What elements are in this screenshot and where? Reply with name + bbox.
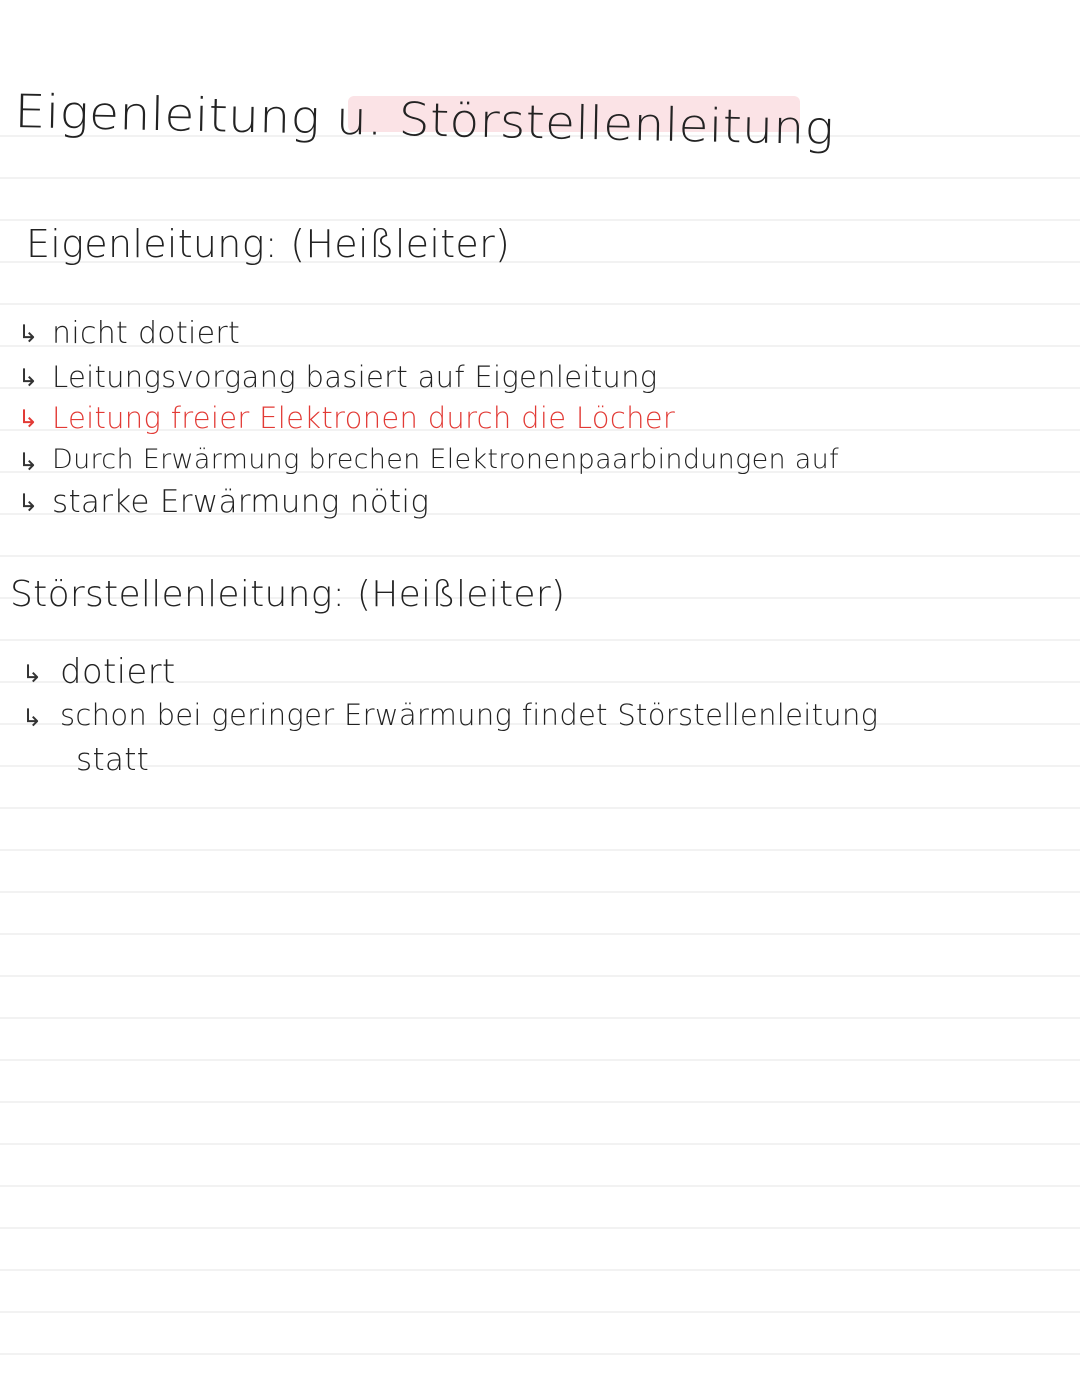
arrow-hook-icon: ↳ [18, 489, 39, 517]
note-leitungsvorgang: Leitungsvorgang basiert auf Eigenleitung [52, 360, 658, 394]
arrow-hook-icon: ↳ [18, 364, 39, 392]
page-title: Eigenleitung u. Störstellenleitung [14, 84, 835, 156]
note-schon-bei-geringer: schon bei geringer Erwärmung findet Störstellenleitung [60, 698, 879, 732]
arrow-hook-icon: ↳ [18, 405, 39, 433]
section-heading-stoerstellenleitung: Störstellenleitung: (Heißleiter) [10, 574, 566, 615]
note-nicht-dotiert: nicht dotiert [52, 316, 241, 351]
note-statt: statt [76, 742, 150, 778]
arrow-hook-icon: ↳ [18, 448, 39, 476]
arrow-hook-icon: ↳ [22, 660, 43, 688]
note-leitung-freier-elektronen: Leitung freier Elektronen durch die Löcher [52, 401, 676, 435]
note-dotiert: dotiert [60, 652, 176, 692]
section-heading-eigenleitung: Eigenleitung: (Heißleiter) [26, 222, 511, 266]
arrow-hook-icon: ↳ [18, 320, 39, 348]
note-durch-erwaermung: Durch Erwärmung brechen Elektronenpaarbindungen auf [52, 444, 839, 475]
note-starke-erwaermung: starke Erwärmung nötig [52, 484, 430, 520]
arrow-hook-icon: ↳ [22, 704, 43, 732]
